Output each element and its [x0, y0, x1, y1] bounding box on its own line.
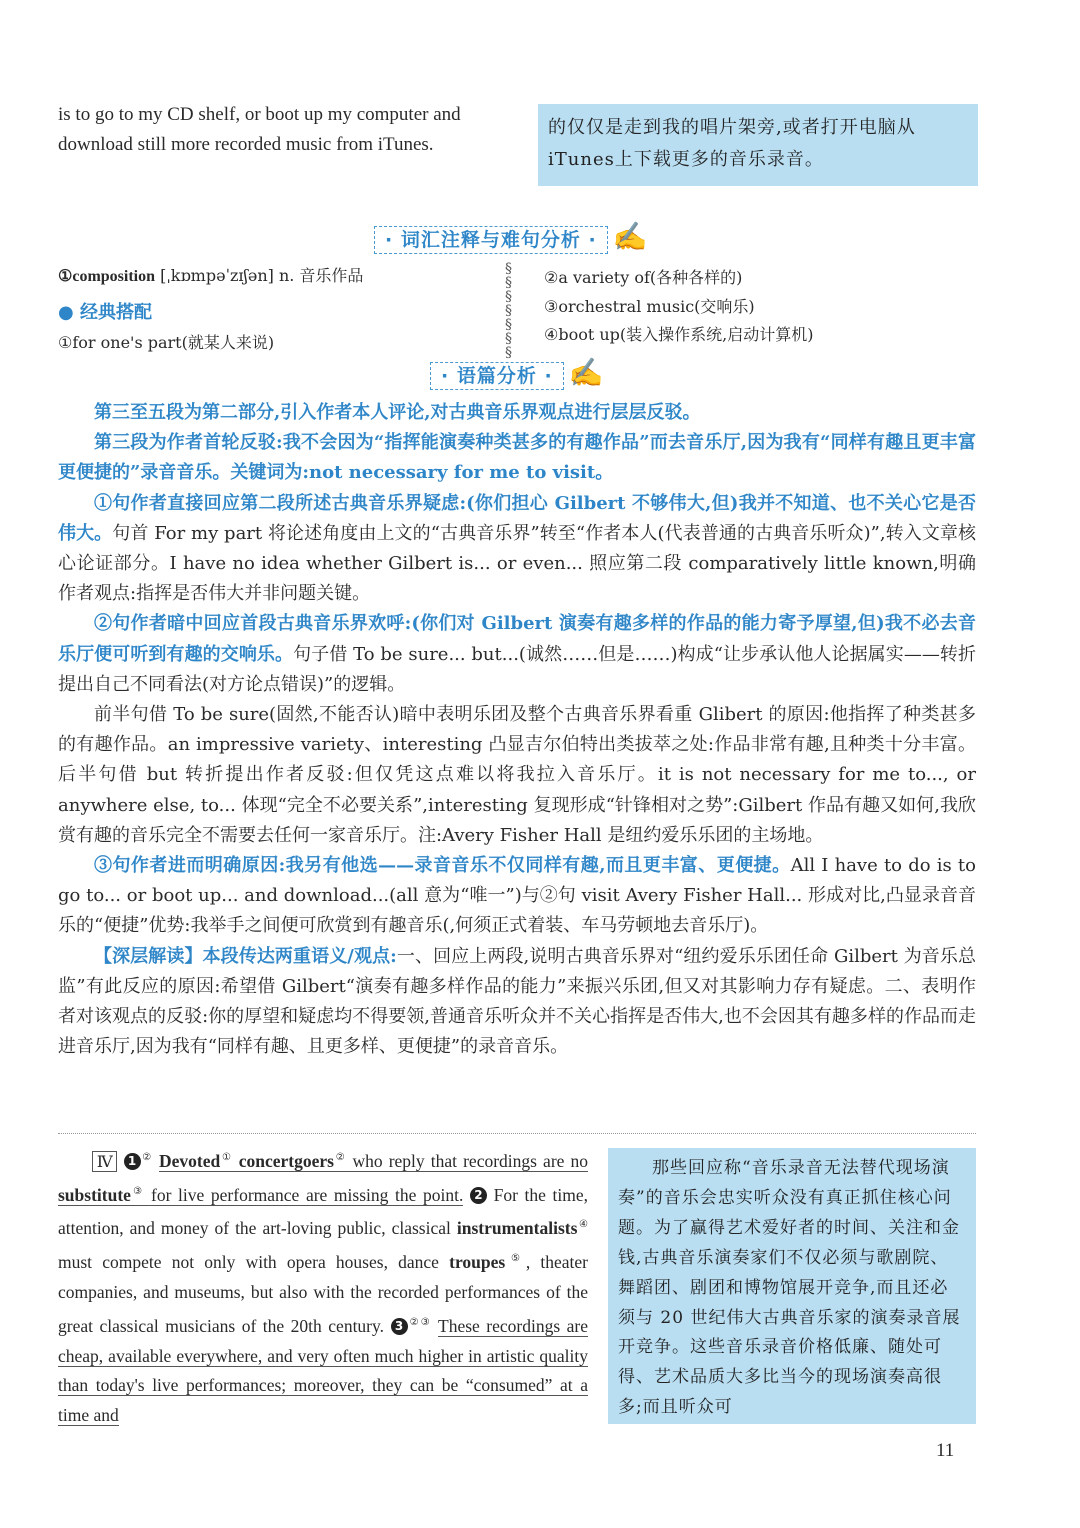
vocab-item-2: ②a variety of(各种各样的) [544, 268, 743, 287]
deep-reading-label: 【深层解读】本段传达两重语义/观点: [94, 945, 397, 967]
analysis-header-label: · 语篇分析 · [430, 362, 564, 390]
analysis-paragraph-2: 第三段为作者首轮反驳:我不会因为“指挥能演奏种类甚多的有趣作品”而去音乐厅,因为我有“同样有趣且更丰富更便捷的”录音音乐。关键词为:not necessary for me to visit。 [58, 432, 976, 484]
sentence-text: , theater companies, and museums, but also with the recorded performances of the great classical musicians of the 20th century. [58, 1252, 589, 1336]
section-divider [58, 1133, 976, 1134]
sentence-text: who reply that recordings are [346, 1150, 571, 1171]
analysis-paragraph-5: 前半句借 To be sure(固然,不能否认)暗中表明乐团及整个古典音乐界看重 Glibert 的原因:他指挥了种类甚多的有趣作品。an impressive variety、interesting 凸显吉尔伯特出类拔萃之处:作品非常有趣,且种类十分丰富。后半句借 but 转折提出作者反驳:但仅凭这点难以将我拉入音乐厅。it is not necessary for me to..., or anywhere else, to... 体现“完全不必要关系”,interesting 复现形成“针锋相对之势”:Gilbert 作品有趣又如何,我欣赏有趣的音乐完全不需要去任何一家音乐厅。注:Avery Fisher Hall 是纽约爱乐乐团的主场地。 [58, 704, 976, 846]
vocab-item-3: ③orchestral music(交响乐) [544, 296, 755, 316]
keyword-devoted: Devoted [159, 1150, 221, 1171]
sentence-number-2: 2 [470, 1187, 487, 1204]
analysis-paragraph-7 [58, 942, 976, 1063]
analysis-text: 一、回应上两段,说明古典音乐界对“纽约爱乐乐团任命 Gilbert 为音乐总监”有此反应的原因:希望借 Gilbert“演奏有趣多样作品的能力”来振兴乐团,但又对其影响力存有疑虑。二、表明作者对该观点的反驳:你的厚望和疑虑均不得要领,普通音乐听众并不关心指挥是否伟大,也不会因其有趣多样的作品而走进音乐厅,因为我有“同样有趣、且更多样、更便捷”的录音音乐。 [58, 945, 976, 1058]
paragraph-4-chinese: 那些回应称“音乐录音无法替代现场演奏”的音乐会忠实听众没有真正抓住核心问题。为了赢得艺术爱好者的时间、关注和金钱,古典音乐演奏家们不仅必须与歌剧院、舞蹈团、剧团和博物馆展开竞争,而且还必须与 20 世纪伟大古典音乐家的演奏录音展开竞争。这些音乐录音价格低廉、随处可得、艺术品质大多比当今的现场演奏高很多;而且听众可 [608, 1148, 976, 1424]
keyword-concertgoers: concertgoers [238, 1150, 334, 1171]
sentence-text: For the time, attention, and money of the art-loving public, classical [58, 1184, 589, 1239]
bullet-icon: ● [58, 302, 74, 323]
pen-icon: ✍ [612, 220, 648, 253]
vocab-word: ①composition [58, 268, 156, 285]
paragraph-4-english: Ⅳ 1 ② Devoted① concertgoers② who reply that recordings are no substitute③ for live performance are missing the point. 2 For the time, attention, and money of the art-loving public, classical instrumentalists④ must compete not only with opera houses, dance troupes⑤, theater companies, and museums, but also with the recorded performances of the great classical musicians of the 20th century. 3 ②③ These recordings are cheap, available everywhere, and very often much higher in artistic quality than today's live performances; moreover, they can be “consumed” at a time and [58, 1150, 589, 1426]
analysis-body [58, 398, 976, 1062]
vocab-section-header [374, 220, 648, 253]
page-number: 11 [936, 1440, 955, 1461]
keyword-substitute: substitute [58, 1184, 131, 1205]
sentence-text: no [570, 1150, 589, 1171]
vocab-header-label: · 词汇注释与难句分析 · [374, 226, 608, 254]
analysis-highlight: ②句作者暗中回应首段古典音乐界欢呼:(你们对 Gilbert 演奏有趣多样的作品的能力寄予厚望,但)我不必去音乐厅便可听到有趣的交响乐。 [58, 613, 976, 665]
analysis-paragraph-1: 第三至五段为第二部分,引入作者本人评论,对古典音乐界观点进行层层反驳。 [94, 402, 701, 423]
analysis-text: 句首 For my part 将论述角度由上文的“古典音乐界”转至“作者本人(代表普通的古典音乐听众)”,转入文章核心论证部分。I have no idea whether Gilbert is... or even... 照应第二段 comparatively little known,明确作者观点:指挥是否伟大并非问题关键。 [58, 522, 977, 605]
sentence-number-3: 3 [391, 1318, 408, 1335]
wavy-divider: § § § § § § § [505, 261, 512, 361]
collocation-title-row [58, 301, 498, 325]
vocab-item-1 [58, 264, 498, 289]
top-english-text: is to go to my CD shelf, or boot up my computer and download still more recorded music from iTunes. [58, 104, 461, 155]
collocation-title: 经典搭配 [80, 302, 152, 323]
keyword-instrumentalists: instrumentalists [456, 1218, 578, 1239]
analysis-text: 句子借 To be sure... but...(诚然……但是……)构成“让步承认他人论据属实——转折提出自己不同看法(对方论点错误)”的逻辑。 [58, 643, 976, 695]
sentence-text: must compete not only with opera houses, dance [58, 1252, 450, 1273]
vocab-right [544, 264, 976, 350]
sentence-text: These recordings are cheap, available everywhere, and very often much higher in artistic quality than today's live performances; moreover, they can be “consumed” at a time and [58, 1315, 589, 1426]
collocation-item: ①for one's part(就某人来说) [58, 333, 275, 352]
analysis-highlight: ①句作者直接回应第二段所述古典音乐界疑虑:(你们担心 Gilbert 不够伟大,但)我并不知道、也不关心它是否伟大。 [58, 492, 976, 544]
vocab-left [58, 264, 498, 355]
paragraph-number: Ⅳ [92, 1151, 117, 1172]
analysis-highlight: ③句作者进而明确原因:我另有他选——录音音乐不仅同样有趣,而且更丰富、更便捷。 [94, 855, 791, 877]
vocab-definition: [ˌkɒmpəˈzɪʃən] n. 音乐作品 [155, 266, 364, 285]
sentence-number-1: 1 [124, 1153, 141, 1170]
analysis-section-header [430, 356, 604, 389]
analysis-paragraph-6 [58, 851, 976, 942]
vocab-item-4: ④boot up(装入操作系统,启动计算机) [544, 325, 814, 344]
keyword-troupes: troupes [449, 1252, 506, 1273]
top-chinese-translation: 的仅仅是走到我的唱片架旁,或者打开电脑从iTunes上下载更多的音乐录音。 [538, 104, 978, 186]
sentence-text: for live performance are missing the point. [144, 1184, 464, 1205]
analysis-text: All I have to do is to go to... or boot up... and download...(all 意为“唯一”)与②句 visit Avery Fisher Hall... 形成对比,凸显录音音乐的“便捷”优势:我举手之间便可欣赏到有趣音乐(,何须正式着装、车马劳顿地去音乐厅)。 [58, 855, 976, 937]
pen-icon: ✍ [568, 356, 604, 389]
analysis-paragraph-3 [58, 489, 976, 610]
analysis-paragraph-4 [58, 609, 976, 700]
